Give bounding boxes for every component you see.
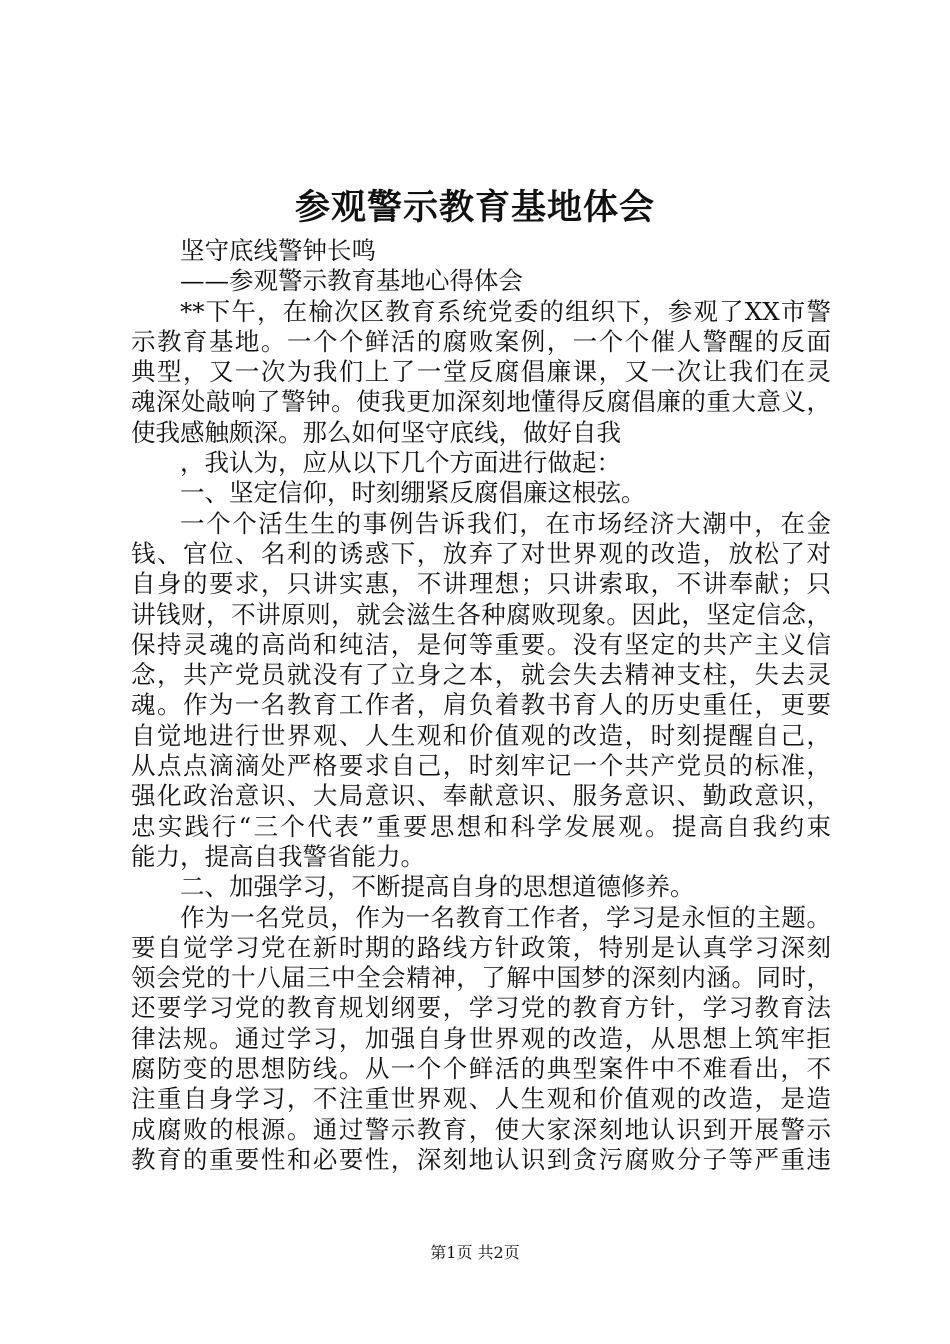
- text-line: ——参观警示教育基地心得体会: [180, 266, 523, 296]
- text-line: 二、加强学习，不断提高自身的思想道德修养。: [180, 872, 695, 902]
- text-line: 领会党的十八届三中全会精神，了解中国梦的深刻内涵。同时，: [131, 963, 831, 993]
- text-line: 魂。作为一名教育工作者，肩负着教书育人的历史重任，更要: [131, 690, 831, 720]
- text-line: 使我感触颇深。那么如何坚守底线，做好自我: [131, 417, 621, 447]
- text-line: 教育的重要性和必要性，深刻地认识到贪污腐败分子等严重违: [131, 1144, 831, 1174]
- text-line: 钱、官位、名利的诱惑下，放弃了对世界观的改造，放松了对: [131, 538, 831, 568]
- text-line: 要自觉学习党在新时期的路线方针政策，特别是认真学习深刻: [131, 932, 831, 962]
- text-line: **下午，在榆次区教育系统党委的组织下，参观了XX市警: [180, 296, 831, 326]
- text-line: 能力，提高自我警省能力。: [131, 841, 425, 871]
- text-line: 忠实践行“三个代表”重要思想和科学发展观。提高自我约束: [131, 811, 831, 841]
- text-line: 保持灵魂的高尚和纯洁，是何等重要。没有坚定的共产主义信: [131, 629, 831, 659]
- text-line: 腐防变的思想防线。从一个个鲜活的典型案件中不难看出，不: [131, 1054, 831, 1084]
- text-line: 讲钱财，不讲原则，就会滋生各种腐败现象。因此，坚定信念，: [131, 599, 831, 629]
- text-line: 典型，又一次为我们上了一堂反腐倡廉课，又一次让我们在灵: [131, 357, 831, 387]
- text-line: 成腐败的根源。通过警示教育，使大家深刻地认识到开展警示: [131, 1114, 831, 1144]
- text-line: 自身的要求，只讲实惠，不讲理想；只讲索取，不讲奉献；只: [131, 569, 831, 599]
- page-number-footer: 第1页 共2页: [430, 1243, 520, 1262]
- text-line: 念，共产党员就没有了立身之本，就会失去精神支柱，失去灵: [131, 660, 831, 690]
- document-title: 参观警示教育基地体会: [294, 187, 655, 228]
- text-line: 律法规。通过学习，加强自身世界观的改造，从思想上筑牢拒: [131, 1023, 831, 1053]
- text-line: 还要学习党的教育规划纲要，学习党的教育方针，学习教育法: [131, 993, 831, 1023]
- text-line: 强化政治意识、大局意识、奉献意识、服务意识、勤政意识，: [131, 781, 831, 811]
- text-line: 从点点滴滴处严格要求自己，时刻牢记一个共产党员的标准，: [131, 751, 831, 781]
- text-line: 一、坚定信仰，时刻绷紧反腐倡廉这根弦。: [180, 478, 646, 508]
- text-line: 作为一名党员，作为一名教育工作者，学习是永恒的主题。: [180, 902, 831, 932]
- text-line: 注重自身学习，不注重世界观、人生观和价值观的改造，是造: [131, 1084, 831, 1114]
- text-line: 一个个活生生的事例告诉我们，在市场经济大潮中，在金: [180, 508, 831, 538]
- document-body: [131, 236, 831, 1175]
- text-line: 自觉地进行世界观、人生观和价值观的改造，时刻提醒自己，: [131, 720, 831, 750]
- text-line: 坚守底线警钟长鸣: [180, 236, 376, 265]
- text-line: ，我认为，应从以下几个方面进行做起：: [180, 448, 621, 478]
- text-line: 示教育基地。一个个鲜活的腐败案例，一个个催人警醒的反面: [131, 326, 831, 356]
- text-line: 魂深处敲响了警钟。使我更加深刻地懂得反腐倡廉的重大意义，: [131, 387, 831, 417]
